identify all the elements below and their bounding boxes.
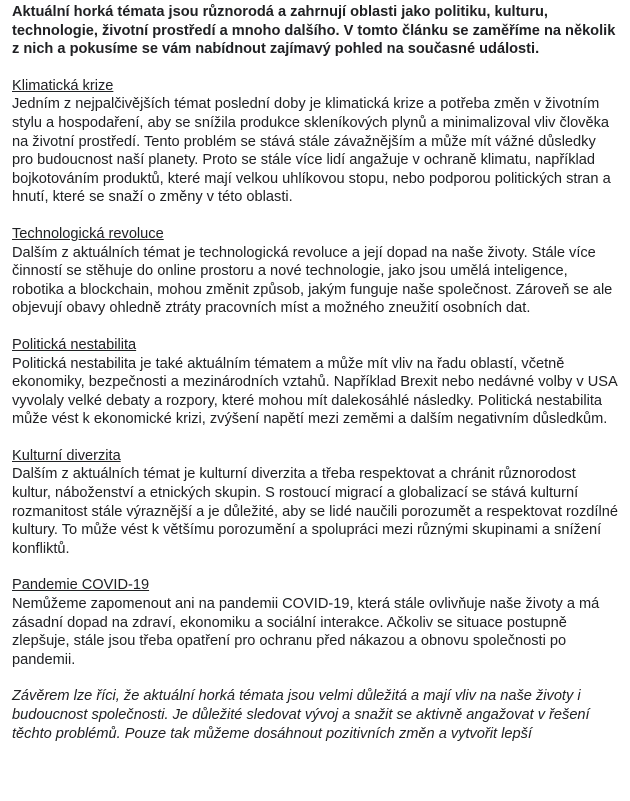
section-body: Dalším z aktuálních témat je technologická revoluce a její dopad na naše životy. Stále více činností se stěhuje do online prostoru a nové technologie, jako jsou umělá inteligence, robotika a blockchain, mohou změnit způsob, jakým funguje naše společnost. Zároveň se ale objevují obavy ohledně ztráty pracovních míst a možného zneužití osobních dat.	[12, 244, 613, 317]
section-pandemic	[12, 576, 618, 669]
document-body	[12, 0, 618, 743]
section-body: Nemůžeme zapomenout ani na pandemii COVID-19, která stále ovlivňuje naše životy a má zásadní dopad na zdraví, ekonomiku a sociální interakce. Ačkoliv se situace postupně zlepšuje, stále jsou třeba opatření pro ochranu před nákazou a obnovu společnosti po pandemii.	[12, 596, 600, 668]
section-culture	[12, 447, 618, 559]
section-body: Politická nestabilita je také aktuálním tématem a může mít vliv na řadu oblastí, včetně ekonomiky, bezpečnosti a mezinárodních vztahů. Například Brexit nebo nedávné volby v USA vyvolaly velké debaty a rozpory, které mohou mít dalekosáhlé následky. Politická nestabilita může vést k ekonomické krizi, zvýšení napětí mezi zeměmi a dalším negativním důsledkům.	[12, 355, 617, 428]
section-title: Technologická revoluce	[12, 225, 164, 242]
section-title: Kulturní diverzita	[12, 447, 121, 464]
section-body: Dalším z aktuálních témat je kulturní diverzita a třeba respektovat a chránit různorodost kultur, náboženství a etnických skupin. S rostoucí migrací a globalizací se stává kulturní rozmanitost stále výraznější a je důležité, aby se lidé naučili porozumět a respektovat rozdílné kultury. To může vést k většímu porozumění a spolupráci mezi různými skupinami a snížení konfliktů.	[12, 466, 618, 557]
conclusion-paragraph: Závěrem lze říci, že aktuální horká témata jsou velmi důležitá a mají vliv na naše životy i budoucnost společnosti. Je důležité sledovat vývoj a snažit se aktivně angažovat v řešení těchto problémů. Pouze tak můžeme dosáhnout pozitivních změn a vytvořit lepší	[12, 688, 590, 742]
intro-paragraph: Aktuální horká témata jsou různorodá a zahrnují oblasti jako politiku, kulturu, technologie, životní prostředí a mnoho dalšího. V tomto článku se zaměříme na několik z nich a pokusíme se vám nabídnout zajímavý pohled na současné události.	[12, 4, 616, 58]
section-body: Jedním z nejpalčivějších témat poslední doby je klimatická krize a potřeba změn v životním stylu a hospodaření, aby se snížila produkce skleníkových plynů a minimalizoval vliv člověka na životní prostředí. Tento problém se stává stále závažnějším a může mít vážné důsledky pro budoucnost naší planety. Proto se stále více lidí angažuje v ochraně klimatu, například bojkotováním produktů, které mají velkou uhlíkovou stopu, nebo podporou politických stran a hnutí, které se snaží o změny v této oblasti.	[12, 96, 611, 206]
section-climate	[12, 77, 618, 207]
section-title: Pandemie COVID-19	[12, 577, 150, 594]
section-title: Klimatická krize	[12, 77, 114, 94]
section-technology	[12, 225, 618, 318]
section-title: Politická nestabilita	[12, 336, 137, 353]
section-politics	[12, 336, 618, 429]
